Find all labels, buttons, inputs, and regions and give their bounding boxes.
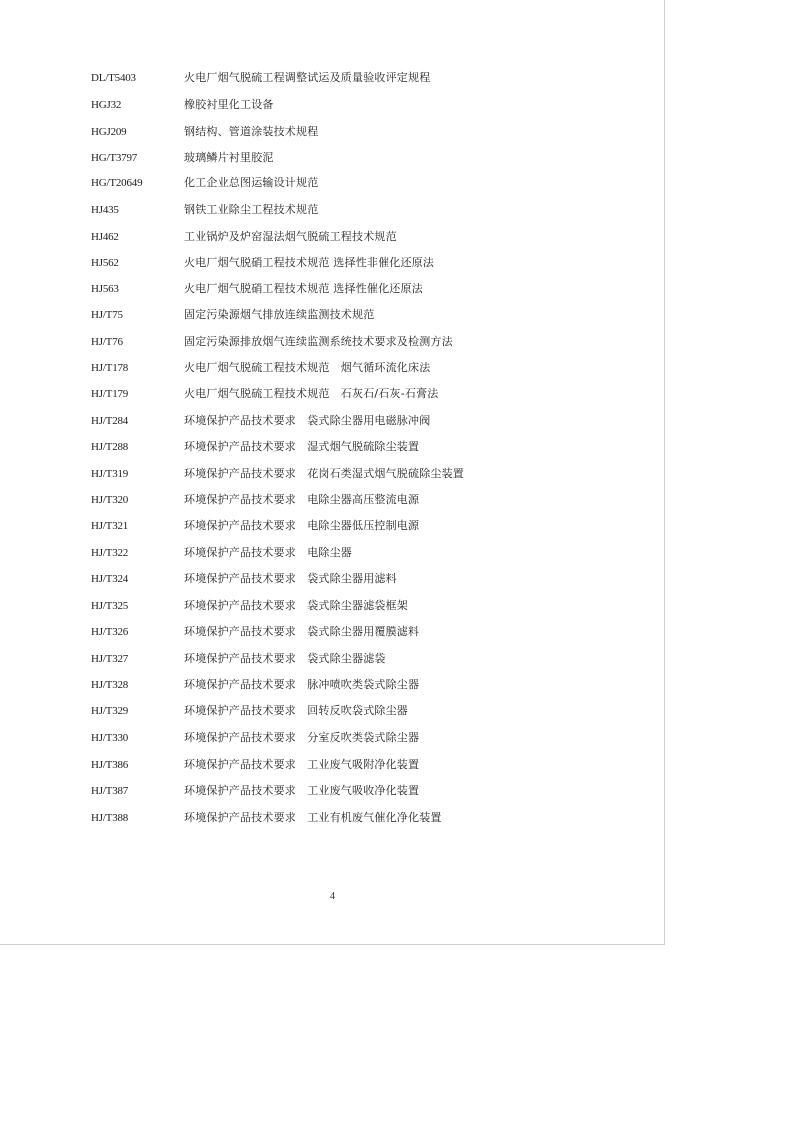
standard-title: 化工企业总图运输设计规范 — [184, 176, 319, 189]
standard-code: DL/T5403 — [91, 72, 136, 84]
standard-title: 火电厂烟气脱硫工程技术规范 石灰石/石灰-石膏法 — [184, 387, 439, 400]
standard-row — [0, 95, 665, 115]
standard-code: HJ/T321 — [91, 520, 129, 532]
standard-code: HJ/T328 — [91, 679, 129, 691]
standard-row — [0, 253, 665, 273]
standard-title: 环境保护产品技术要求 分室反吹类袋式除尘器 — [184, 731, 420, 744]
standard-row — [0, 437, 665, 457]
standard-row — [0, 332, 665, 352]
standard-code: HG/T20649 — [91, 177, 143, 189]
standard-title: 环境保护产品技术要求 袋式除尘器滤袋框架 — [184, 599, 408, 612]
standard-row — [0, 279, 665, 299]
standard-title: 橡胶衬里化工设备 — [184, 98, 274, 111]
standard-row — [0, 808, 665, 828]
standard-code: HJ563 — [91, 283, 119, 295]
standard-title: 玻璃鳞片衬里胶泥 — [184, 151, 274, 164]
standard-code: HJ/T179 — [91, 388, 129, 400]
standard-title: 火电厂烟气脱硫工程调整试运及质量验收评定规程 — [184, 71, 431, 84]
standard-title: 环境保护产品技术要求 袋式除尘器用覆膜滤料 — [184, 625, 420, 638]
standard-title: 钢结构、管道涂装技术规程 — [184, 125, 319, 138]
standard-code: HJ/T327 — [91, 653, 129, 665]
standard-code: HGJ32 — [91, 99, 122, 111]
standard-code: HJ/T329 — [91, 705, 129, 717]
standard-code: HJ/T178 — [91, 362, 129, 374]
standard-row — [0, 781, 665, 801]
standard-title: 环境保护产品技术要求 电除尘器低压控制电源 — [184, 519, 420, 532]
standard-row — [0, 122, 665, 142]
standard-code: HJ/T319 — [91, 468, 129, 480]
standard-title: 钢铁工业除尘工程技术规范 — [184, 203, 319, 216]
standard-code: HGJ209 — [91, 126, 127, 138]
standard-row — [0, 200, 665, 220]
standard-code: HJ/T288 — [91, 441, 129, 453]
standard-code: HJ/T76 — [91, 336, 123, 348]
standard-row — [0, 384, 665, 404]
standard-code: HJ462 — [91, 231, 119, 243]
standard-title: 固定污染源烟气排放连续监测技术规范 — [184, 308, 375, 321]
standard-row — [0, 227, 665, 247]
standard-title: 环境保护产品技术要求 袋式除尘器用滤料 — [184, 572, 397, 585]
standard-row — [0, 755, 665, 775]
standard-title: 环境保护产品技术要求 工业废气吸收净化装置 — [184, 784, 420, 797]
standard-row — [0, 596, 665, 616]
standard-title: 环境保护产品技术要求 回转反吹袋式除尘器 — [184, 704, 408, 717]
standard-row — [0, 675, 665, 695]
standard-title: 固定污染源排放烟气连续监测系统技术要求及检测方法 — [184, 335, 453, 348]
standard-row — [0, 649, 665, 669]
standard-code: HJ/T326 — [91, 626, 129, 638]
standard-title: 环境保护产品技术要求 工业有机废气催化净化装置 — [184, 811, 442, 824]
standard-row — [0, 516, 665, 536]
standard-code: HJ435 — [91, 204, 119, 216]
standard-title: 环境保护产品技术要求 电除尘器高压整流电源 — [184, 493, 420, 506]
standard-row — [0, 411, 665, 431]
standard-row — [0, 569, 665, 589]
standard-row — [0, 305, 665, 325]
standard-title: 工业锅炉及炉窑湿法烟气脱硫工程技术规范 — [184, 230, 397, 243]
standard-code: HJ/T320 — [91, 494, 129, 506]
standard-title: 火电厂烟气脱硫工程技术规范 烟气循环流化床法 — [184, 361, 431, 374]
standard-row — [0, 358, 665, 378]
standard-title: 环境保护产品技术要求 工业废气吸附净化装置 — [184, 758, 420, 771]
standard-title: 环境保护产品技术要求 袋式除尘器用电磁脉冲阀 — [184, 414, 431, 427]
standard-code: HJ/T322 — [91, 547, 129, 559]
standard-code: HJ/T325 — [91, 600, 129, 612]
standard-row — [0, 68, 665, 88]
standard-code: HJ/T388 — [91, 812, 129, 824]
standard-title: 环境保护产品技术要求 脉冲喷吹类袋式除尘器 — [184, 678, 420, 691]
standard-title: 环境保护产品技术要求 湿式烟气脱硫除尘装置 — [184, 440, 420, 453]
standard-title: 环境保护产品技术要求 袋式除尘器滤袋 — [184, 652, 386, 665]
standard-row — [0, 728, 665, 748]
standard-code: HJ/T324 — [91, 573, 129, 585]
standard-title: 火电厂烟气脱硝工程技术规范 选择性非催化还原法 — [184, 256, 435, 269]
standard-row — [0, 148, 665, 168]
standard-code: HJ/T386 — [91, 759, 129, 771]
standard-title: 环境保护产品技术要求 花岗石类湿式烟气脱硫除尘装置 — [184, 467, 464, 480]
standard-row — [0, 543, 665, 563]
standard-title: 环境保护产品技术要求 电除尘器 — [184, 546, 352, 559]
standard-title: 火电厂烟气脱硝工程技术规范 选择性催化还原法 — [184, 282, 423, 295]
standard-code: HJ/T387 — [91, 785, 129, 797]
page-number: 4 — [330, 891, 335, 902]
standard-row — [0, 173, 665, 193]
standard-code: HJ562 — [91, 257, 119, 269]
standard-code: HJ/T75 — [91, 309, 123, 321]
standard-row — [0, 622, 665, 642]
standard-code: HJ/T284 — [91, 415, 129, 427]
standard-code: HJ/T330 — [91, 732, 129, 744]
standard-row — [0, 490, 665, 510]
standard-code: HG/T3797 — [91, 152, 138, 164]
standard-row — [0, 701, 665, 721]
standard-row — [0, 464, 665, 484]
